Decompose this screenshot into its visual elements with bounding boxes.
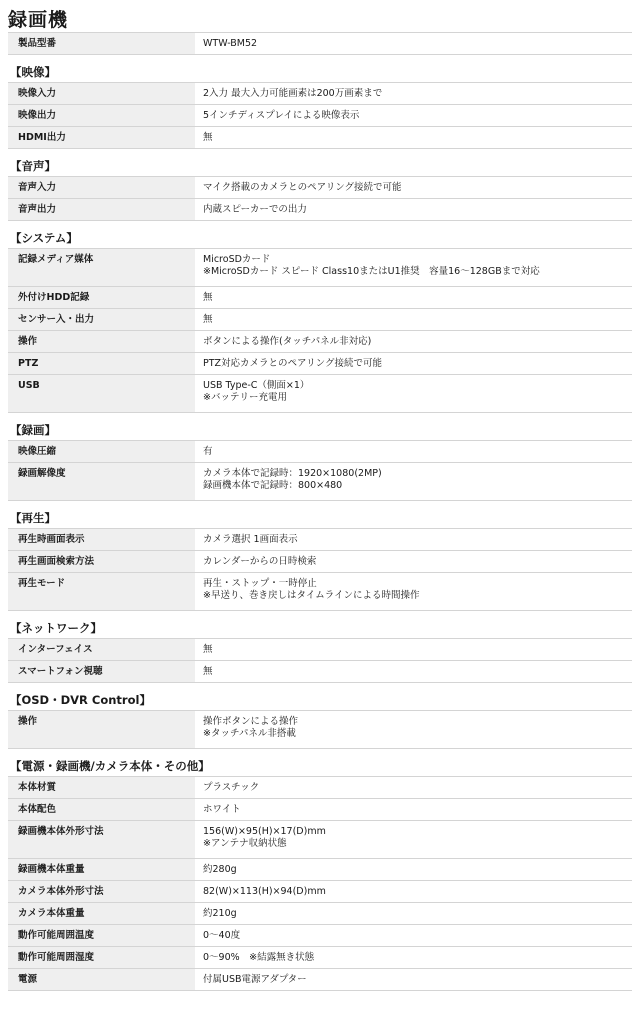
spec-row <box>8 375 632 413</box>
spec-value: カレンダーからの日時検索 <box>195 551 632 573</box>
spec-row <box>8 287 632 309</box>
spec-value: 操作ボタンによる操作 ※タッチパネル非搭載 <box>195 711 632 749</box>
spec-label: PTZ <box>8 353 195 375</box>
spec-table <box>8 776 632 991</box>
spec-value: 無 <box>195 309 632 331</box>
spec-label: 録画機本体重量 <box>8 859 195 881</box>
spec-row <box>8 881 632 903</box>
spec-row <box>8 925 632 947</box>
spec-label: カメラ本体重量 <box>8 903 195 925</box>
spec-label: 録画機本体外形寸法 <box>8 821 195 859</box>
spec-row <box>8 127 632 149</box>
spec-row <box>8 33 632 55</box>
page-title: 録画機 <box>8 9 69 31</box>
spec-row <box>8 661 632 683</box>
section-heading: 【再生】 <box>10 511 56 525</box>
spec-label: 動作可能周囲温度 <box>8 925 195 947</box>
spec-label: 音声出力 <box>8 199 195 221</box>
spec-label: カメラ本体外形寸法 <box>8 881 195 903</box>
spec-value: 0～90% ※結露無き状態 <box>195 947 632 969</box>
spec-table <box>8 440 632 501</box>
spec-label: USB <box>8 375 195 413</box>
spec-value: カメラ本体で記録時：1920×1080(2MP) 録画機本体で記録時：800×480 <box>195 463 632 501</box>
spec-value: 5インチディスプレイによる映像表示 <box>195 105 632 127</box>
spec-row <box>8 441 632 463</box>
spec-value: 無 <box>195 639 632 661</box>
spec-value: WTW-BM52 <box>195 33 632 55</box>
spec-value: 約280g <box>195 859 632 881</box>
spec-row <box>8 573 632 611</box>
spec-value: 82(W)×113(H)×94(D)mm <box>195 881 632 903</box>
spec-row <box>8 821 632 859</box>
spec-row <box>8 639 632 661</box>
spec-value: プラスチック <box>195 777 632 799</box>
spec-value: ボタンによる操作(タッチパネル非対応) <box>195 331 632 353</box>
section-heading: 【OSD・DVR Control】 <box>10 693 151 707</box>
spec-label: 映像出力 <box>8 105 195 127</box>
spec-table <box>8 528 632 611</box>
spec-label: 操作 <box>8 711 195 749</box>
spec-table <box>8 248 632 413</box>
spec-label: 映像圧縮 <box>8 441 195 463</box>
spec-label: 動作可能周囲湿度 <box>8 947 195 969</box>
spec-label: インターフェイス <box>8 639 195 661</box>
spec-label: スマートフォン視聴 <box>8 661 195 683</box>
spec-value: USB Type-C（側面×1） ※バッテリー充電用 <box>195 375 632 413</box>
spec-row <box>8 947 632 969</box>
spec-row <box>8 969 632 991</box>
spec-table <box>8 82 632 149</box>
spec-value: 無 <box>195 127 632 149</box>
spec-row <box>8 777 632 799</box>
spec-row <box>8 309 632 331</box>
spec-label: 本体材質 <box>8 777 195 799</box>
spec-value: 2入力 最大入力可能画素は200万画素まで <box>195 83 632 105</box>
spec-value: ホワイト <box>195 799 632 821</box>
spec-value: カメラ選択 1画面表示 <box>195 529 632 551</box>
spec-label: 再生時画面表示 <box>8 529 195 551</box>
spec-label: 製品型番 <box>8 33 195 55</box>
spec-label: 再生モード <box>8 573 195 611</box>
spec-row <box>8 199 632 221</box>
spec-row <box>8 799 632 821</box>
spec-row <box>8 353 632 375</box>
spec-table-model <box>8 32 632 55</box>
spec-value: 付属USB電源アダプター <box>195 969 632 991</box>
spec-content <box>0 32 640 991</box>
spec-value: 無 <box>195 661 632 683</box>
spec-label: 再生画面検索方法 <box>8 551 195 573</box>
spec-label: HDMI出力 <box>8 127 195 149</box>
spec-value: PTZ対応カメラとのペアリング接続で可能 <box>195 353 632 375</box>
spec-value: 156(W)×95(H)×17(D)mm ※アンテナ収納状態 <box>195 821 632 859</box>
spec-row <box>8 711 632 749</box>
spec-row <box>8 859 632 881</box>
spec-value: 再生・ストップ・一時停止 ※早送り、巻き戻しはタイムラインによる時間操作 <box>195 573 632 611</box>
spec-value: 0～40度 <box>195 925 632 947</box>
spec-value: マイク搭載のカメラとのペアリング接続で可能 <box>195 177 632 199</box>
spec-row <box>8 529 632 551</box>
spec-row <box>8 463 632 501</box>
spec-value: 約210g <box>195 903 632 925</box>
spec-label: 外付けHDD記録 <box>8 287 195 309</box>
spec-value: 有 <box>195 441 632 463</box>
spec-row <box>8 551 632 573</box>
spec-label: 本体配色 <box>8 799 195 821</box>
spec-label: 記録メディア媒体 <box>8 249 195 287</box>
spec-label: 操作 <box>8 331 195 353</box>
section-heading: 【電源・録画機/カメラ本体・その他】 <box>10 759 210 773</box>
spec-row <box>8 83 632 105</box>
spec-value: 内蔵スピーカーでの出力 <box>195 199 632 221</box>
section-heading: 【ネットワーク】 <box>10 621 102 635</box>
spec-table <box>8 638 632 683</box>
section-heading: 【音声】 <box>10 159 56 173</box>
spec-row <box>8 177 632 199</box>
section-heading: 【録画】 <box>10 423 56 437</box>
spec-row <box>8 249 632 287</box>
spec-table <box>8 176 632 221</box>
spec-label: 音声入力 <box>8 177 195 199</box>
section-heading: 【映像】 <box>10 65 56 79</box>
spec-row <box>8 331 632 353</box>
section-heading: 【システム】 <box>10 231 78 245</box>
spec-label: 電源 <box>8 969 195 991</box>
spec-row <box>8 105 632 127</box>
spec-label: センサー入・出力 <box>8 309 195 331</box>
spec-label: 映像入力 <box>8 83 195 105</box>
spec-row <box>8 903 632 925</box>
spec-value: MicroSDカード ※MicroSDカード スピード Class10またはU1推奨 容量16～128GBまで対応 <box>195 249 632 287</box>
spec-label: 録画解像度 <box>8 463 195 501</box>
spec-table <box>8 710 632 749</box>
spec-value: 無 <box>195 287 632 309</box>
